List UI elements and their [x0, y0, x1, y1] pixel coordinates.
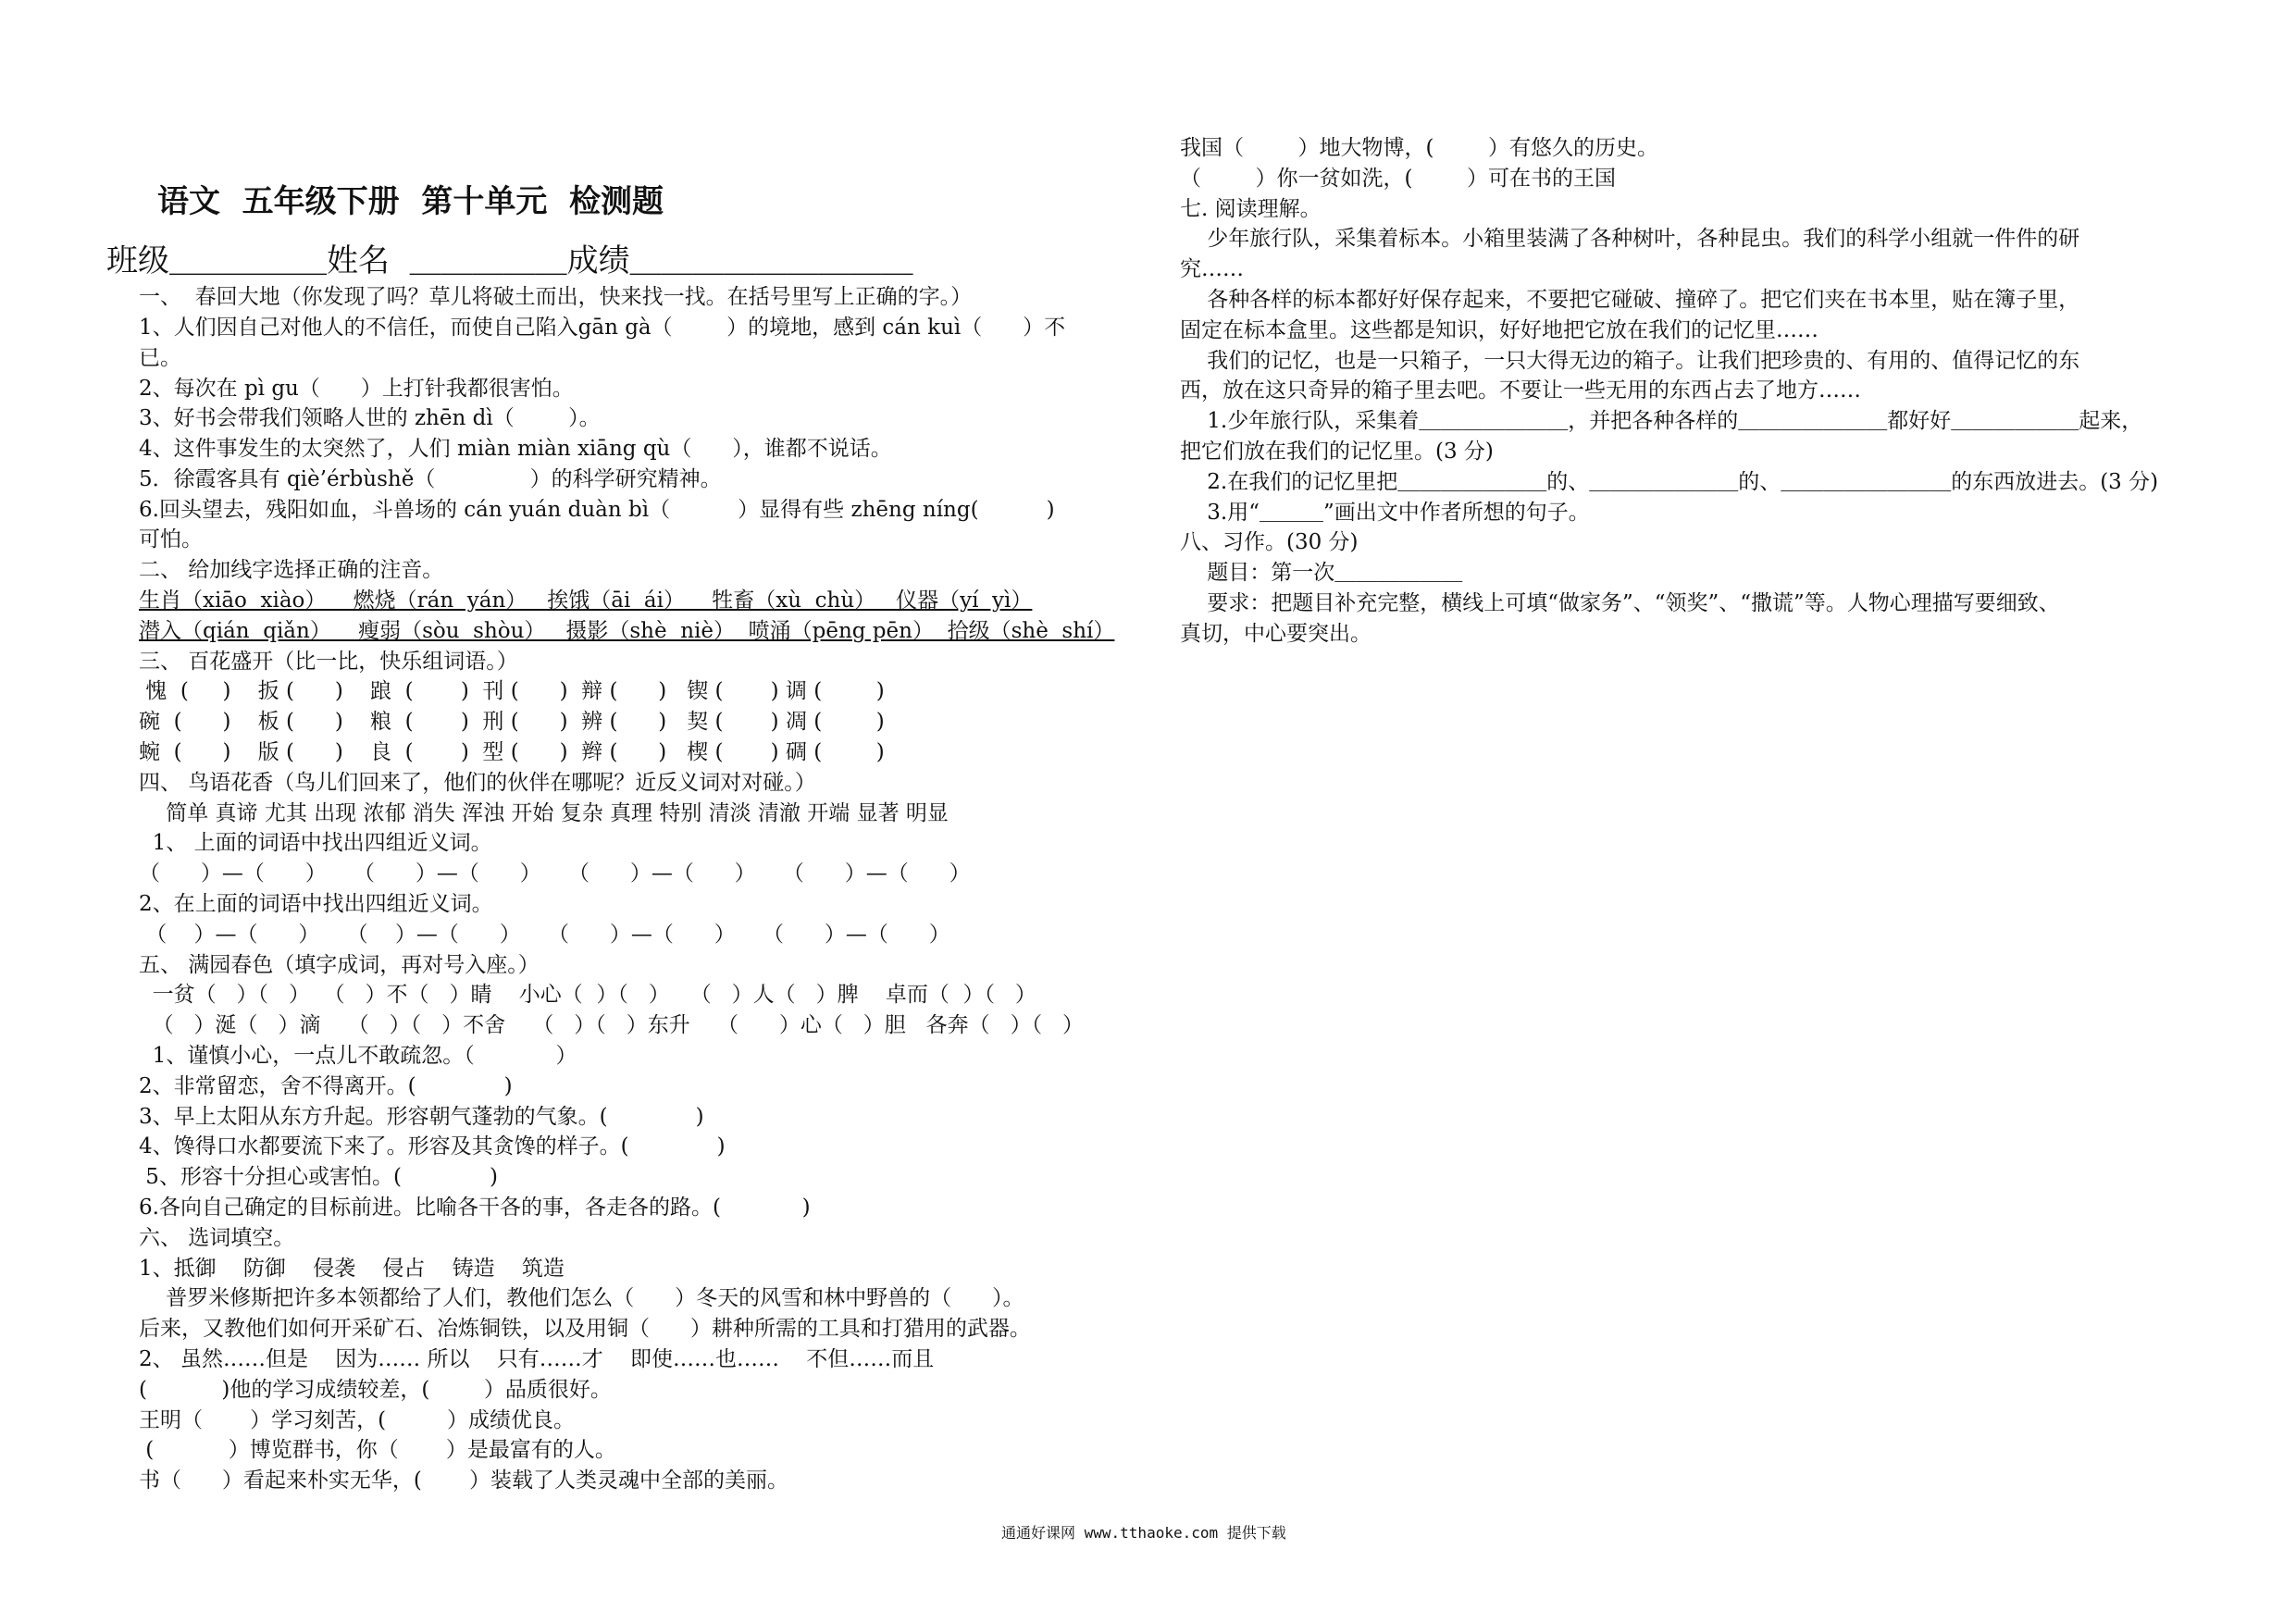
s6-sentence-5: 我国（ ）地大物博，( ）有悠久的历史。 [1180, 136, 1658, 160]
s6-sentence-6: （ ）你一贫如洗，( ）可在书的王国 [1180, 167, 1616, 191]
s4-question-2-blanks: （ ）—（ ） （ ）—（ ） （ ）—（ ） （ ）—（ ） [139, 923, 950, 947]
section-1-heading: 一、 春回大地（你发现了吗？草儿将破土而出，快来找一找。在括号里写上正确的字。） [139, 285, 973, 309]
section-6-heading: 六、 选词填空。 [139, 1226, 295, 1250]
reading-question-1: 1.少年旅行队，采集着＿＿＿＿＿＿＿，并把各种各样的＿＿＿＿＿＿＿都好好＿＿＿＿＿＿起来， [1180, 409, 2143, 433]
s1-question-4: 4、这件事发生的太突然了，人们 miàn miàn xiāng qù（ ），谁都不说话。 [139, 437, 892, 461]
reading-question-1-cont: 把它们放在我们的记忆里。(3 分) [1180, 440, 1494, 464]
s6-passage-line-2: 后来，又教他们如何开采矿石、冶炼铜铁，以及用铜（ ）耕种所需的工具和打猎用的武器。 [139, 1317, 1031, 1341]
reading-para-1: 少年旅行队，采集着标本。小箱里装满了各种树叶，各种昆虫。我们的科学小组就一件件的研 [1180, 227, 2080, 251]
section-8-heading: 八、习作。(30 分) [1180, 530, 1359, 554]
s6-passage-line-1: 普罗米修斯把许多本领都给了人们，教他们怎么（ ）冬天的风雪和林中野兽的（ ）。 [139, 1286, 1024, 1310]
essay-requirements: 要求：把题目补充完整，横线上可填“做家务”、“领奖”、“撒谎”等。人物心理描写要细致、 [1180, 591, 2060, 615]
s5-question-4: 4、馋得口水都要流下来了。形容及其贪馋的样子。( ) [139, 1134, 726, 1158]
s6-options-1: 1、抵御 防御 侵袭 侵占 铸造 筑造 [139, 1257, 565, 1281]
s4-question-1-blanks: （ ）—（ ） （ ）—（ ） （ ）—（ ） （ ）—（ ） [139, 861, 971, 886]
essay-topic: 题目：第一次＿＿＿＿＿＿ [1180, 561, 1463, 585]
s4-question-2: 2、在上面的词语中找出四组近义词。 [139, 892, 493, 916]
s1-question-1-cont: 已。 [139, 346, 181, 370]
s1-question-5: 5．徐霞客具有 qiè’érbùshě（ ）的科学研究精神。 [139, 467, 722, 491]
footer-source-text: 通通好课网 www.tthaoke.com 提供下载 [1001, 1524, 1286, 1542]
s1-question-6: 6.回头望去，残阳如血，斗兽场的 cán yuán duàn bì（ ）显得有些 zhēng níng( ) [139, 498, 1055, 522]
section-3-heading: 三、 百花盛开（比一比，快乐组词语。） [139, 650, 518, 674]
section-4-heading: 四、 鸟语花香（鸟儿们回来了，他们的伙伴在哪呢？近反义词对对碰。） [139, 771, 816, 795]
s5-row-2: （ ）涎（ ）滴 （ ）（ ）不舍 （ ）（ ）东升 （ ）心（ ）胆 各奔（ ）（ ） [139, 1013, 1085, 1037]
reading-para-2: 各种各样的标本都好好保存起来，不要把它碰破、撞碎了。把它们夹在书本里，贴在簿子里， [1180, 288, 2080, 312]
s6-sentence-2: 王明（ ）学习刻苦，( ）成绩优良。 [139, 1408, 575, 1432]
s2-row-1: 生肖（xiāo xiào） 燃烧（rán yán） 挨饿（āi ái） 牲畜（xù chù） 仪器（yí yì） [139, 588, 1033, 613]
section-7-heading: 七. 阅读理解。 [1180, 197, 1322, 221]
s6-sentence-1: ( )他的学习成绩较差，( ）品质很好。 [139, 1378, 612, 1402]
s1-question-2: 2、每次在 pì gu（ ）上打针我都很害怕。 [139, 377, 574, 401]
class-name-score-line: 班级＿＿＿＿＿姓名 ＿＿＿＿＿成绩＿＿＿＿＿＿＿＿＿ [106, 242, 913, 279]
s5-row-1: 一贫（ ）（ ） （ ）不（ ）睛 小心（ ）（ ） （ ）人（ ）脾 卓而（ ）（ ） [139, 983, 1036, 1007]
s6-options-2: 2、 虽然……但是 因为…… 所以 只有……才 即使……也…… 不但……而且 [139, 1347, 935, 1371]
reading-para-3-cont: 西，放在这只奇异的箱子里去吧。不要让一些无用的东西占去了地方…… [1180, 378, 1861, 403]
s1-question-6-cont: 可怕。 [139, 527, 203, 551]
s1-question-3: 3、好书会带我们领略人世的 zhēn dì（ ）。 [139, 406, 601, 430]
s5-question-3: 3、早上太阳从东方升起。形容朝气蓬勃的气象。( ) [139, 1105, 704, 1129]
s3-row-1: 愧 ( ) 扳 ( ) 踉 ( ) 刊 ( ) 辩 ( ) 锲 ( ) 调 ( ) [139, 679, 885, 703]
s5-question-5: 5、形容十分担心或害怕。( ) [139, 1165, 498, 1189]
reading-question-3: 3.用“＿＿＿”画出文中作者所想的句子。 [1180, 501, 1590, 525]
reading-question-2: 2.在我们的记忆里把＿＿＿＿＿＿＿的、＿＿＿＿＿＿＿的、＿＿＿＿＿＿＿＿的东西放进去。(3 分) [1180, 470, 2159, 494]
s5-question-6: 6.各向自己确定的目标前进。比喻各干各的事，各走各的路。( ) [139, 1196, 811, 1220]
reading-para-3: 我们的记忆，也是一只箱子，一只大得无边的箱子。让我们把珍贵的、有用的、值得记忆的东 [1180, 349, 2080, 373]
s4-question-1: 1、 上面的词语中找出四组近义词。 [139, 831, 492, 855]
s1-question-1: 1、人们因自己对他人的不信任，而使自己陷入gān gà（ ）的境地，感到 cán kuì（ ）不 [139, 316, 1066, 340]
s5-question-1: 1、谨慎小心，一点儿不敢疏忽。（ ） [139, 1044, 577, 1068]
s2-row-2: 潜入（qián qiǎn） 瘦弱（sòu shòu） 摄影（shè niè） 喷涌（pēng pēn） 拾级（shè shí） [139, 619, 1115, 643]
s5-question-2: 2、非常留恋，舍不得离开。( ) [139, 1074, 513, 1098]
section-2-heading: 二、 给加线字选择正确的注音。 [139, 558, 444, 582]
s3-row-2: 碗 ( ) 板 ( ) 粮 ( ) 刑 ( ) 辨 ( ) 契 ( ) 凋 ( ) [139, 710, 885, 734]
s6-sentence-4: 书（ ）看起来朴实无华，( ）装载了人类灵魂中全部的美丽。 [139, 1468, 789, 1493]
essay-requirements-cont: 真切，中心要突出。 [1180, 622, 1371, 646]
s4-word-bank: 简单 真谛 尤其 出现 浓郁 消失 浑浊 开始 复杂 真理 特别 清淡 清澈 开端 显著 明显 [139, 801, 949, 825]
s6-sentence-3: ( ）博览群书，你（ ）是最富有的人。 [139, 1438, 616, 1462]
reading-para-1-cont: 究…… [1180, 257, 1244, 281]
page-title: 语文 五年级下册 第十单元 检测题 [157, 183, 664, 220]
reading-para-2-cont: 固定在标本盒里。这些都是知识，好好地把它放在我们的记忆里…… [1180, 318, 1818, 342]
s3-row-3: 蜿 ( ) 版 ( ) 良 ( ) 型 ( ) 辫 ( ) 楔 ( ) 碉 ( ) [139, 740, 885, 764]
section-5-heading: 五、 满园春色（填字成词，再对号入座。） [139, 953, 540, 977]
